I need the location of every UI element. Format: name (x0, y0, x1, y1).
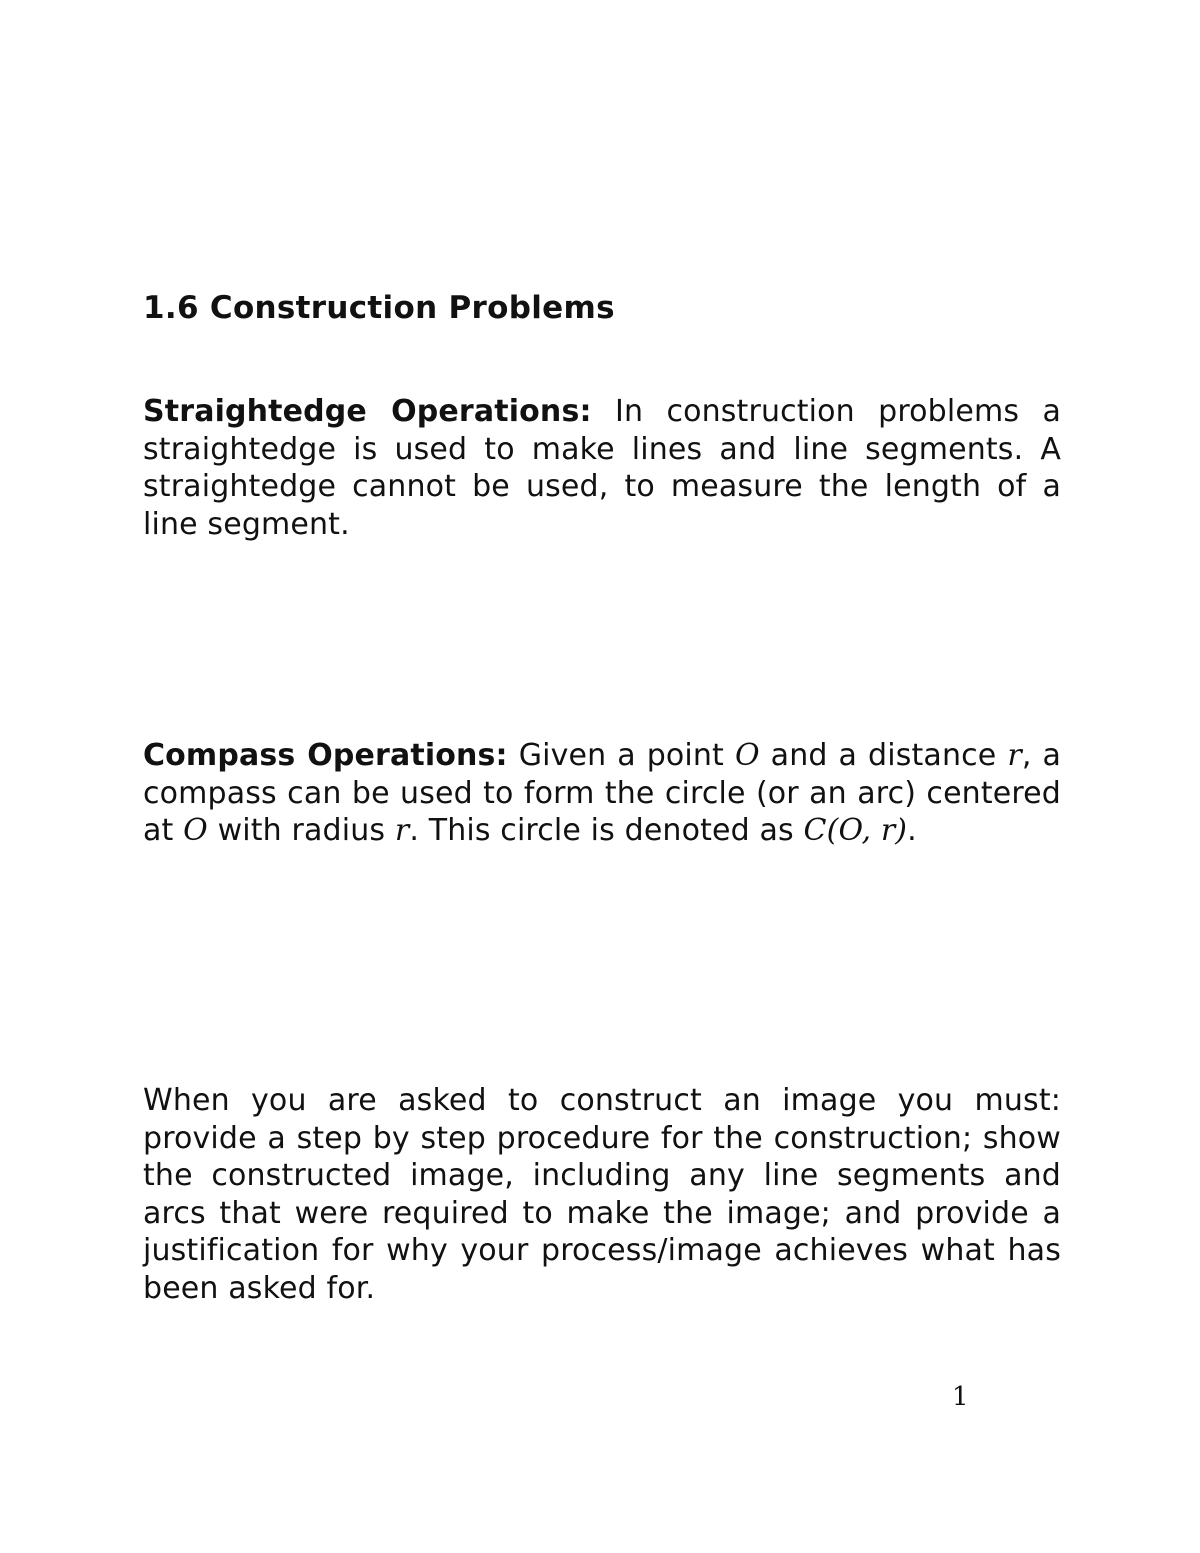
compass-text-2: and a distance (759, 738, 1008, 773)
math-var-radius: r (394, 813, 410, 849)
math-var-center: O (183, 813, 208, 849)
math-circle-notation: C(O, r) (803, 813, 908, 849)
math-var-distance: r (1007, 738, 1022, 773)
straightedge-text: In construction problems a straightedge is used to make lines and line segments. A straightedge cannot be used, to measure the length of a line segment. (143, 394, 1061, 542)
straightedge-heading: Straightedge Operations: (143, 394, 592, 429)
compass-text-6: . (907, 813, 917, 849)
compass-text-4: with radius (207, 813, 395, 849)
straightedge-paragraph (143, 393, 1061, 543)
math-var-point: O (734, 738, 760, 773)
compass-text-1: Given a point (507, 738, 735, 773)
page-number: 1 (952, 1382, 969, 1412)
compass-paragraph (143, 737, 1061, 850)
instructions-paragraph: When you are asked to construct an image you must: provide a step by step procedure for the construction; show the constructed image, including any line segments and arcs that were required to make the image; and provide a justification for why your process/image achieves what has been asked for. (143, 1083, 1061, 1306)
compass-text-3: , a compass can be used to form the circle (or an arc) centered at (143, 738, 1062, 849)
section-title: 1.6 Construction Problems (143, 290, 615, 326)
compass-text-5: . This circle is denoted as (409, 813, 804, 849)
compass-heading: Compass Operations: (143, 738, 508, 773)
